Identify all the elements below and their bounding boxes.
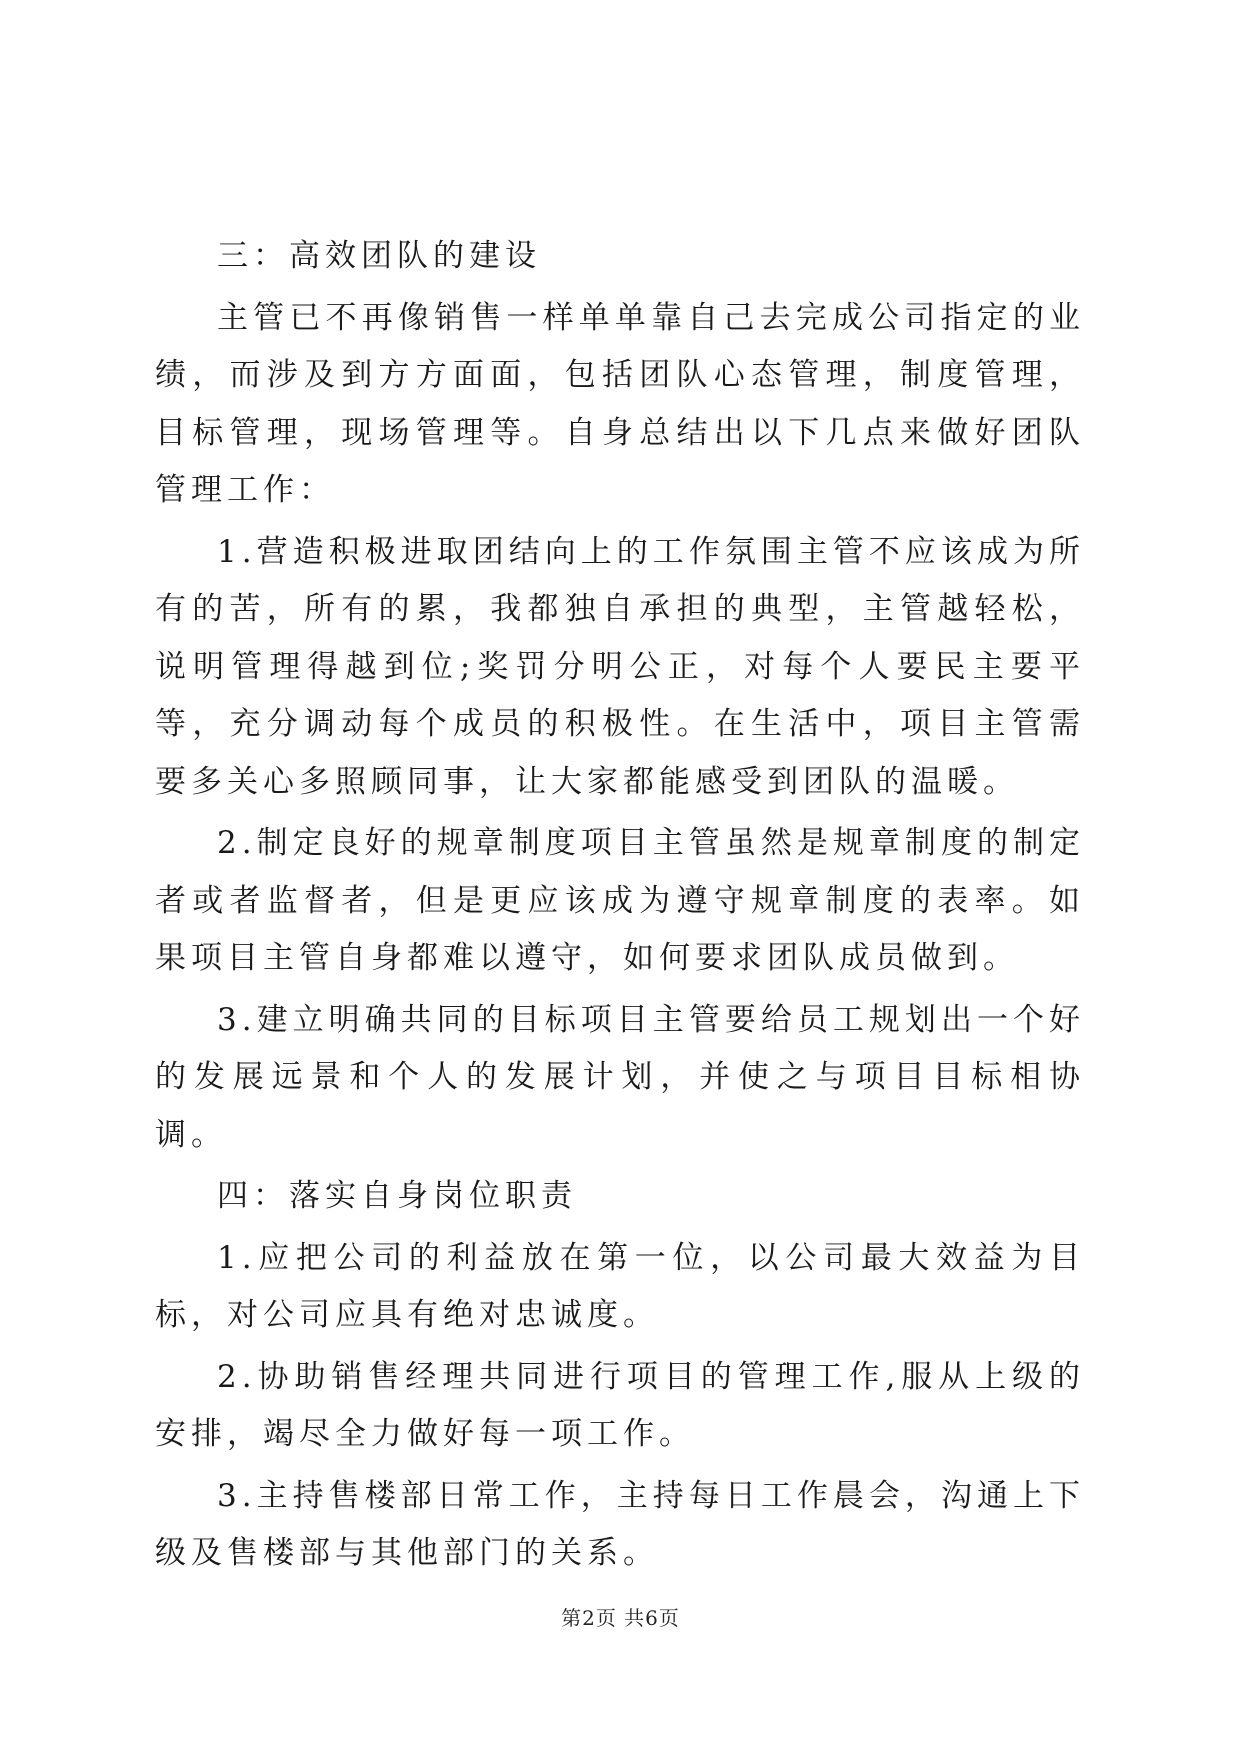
page-number-footer: 第2页 共6页 [561, 1606, 680, 1630]
section-heading-team-building: 三：高效团队的建设 [217, 238, 541, 274]
section-heading-duties: 四：落实自身岗位职责 [217, 1178, 577, 1214]
paragraph-supervisor-role: 主管已不再像销售一样单单靠自己去完成公司指定的业绩，而涉及到方方面面，包括团队心态管理，制度管理，目标管理，现场管理等。自身总结出以下几点来做好团队管理工作： [155, 299, 1085, 508]
paragraph-point-3-goals: 3.建立明确共同的目标项目主管要给员工规划出一个好的发展远景和个人的发展计划，并使之与项目目标相协调。 [155, 1001, 1085, 1153]
paragraph-duty-3: 3.主持售楼部日常工作，主持每日工作晨会，沟通上下级及售楼部与其他部门的关系。 [155, 1477, 1085, 1571]
paragraph-point-1-atmosphere: 1.营造积极进取团结向上的工作氛围主管不应该成为所有的苦，所有的累，我都独自承担的典型，主管越轻松，说明管理得越到位;奖罚分明公正，对每个人要民主要平等，充分调动每个成员的积极性。在生活中，项目主管需要多关心多照顾同事，让大家都能感受到团队的温暖。 [155, 533, 1085, 800]
paragraph-duty-1: 1.应把公司的利益放在第一位，以公司最大效益为目标，对公司应具有绝对忠诚度。 [155, 1239, 1085, 1333]
document-body [155, 228, 1085, 1587]
paragraph-duty-2: 2.协助销售经理共同进行项目的管理工作,服从上级的安排，竭尽全力做好每一项工作。 [155, 1358, 1085, 1452]
paragraph-point-2-rules: 2.制定良好的规章制度项目主管虽然是规章制度的制定者或者监督者，但是更应该成为遵守规章制度的表率。如果项目主管自身都难以遵守，如何要求团队成员做到。 [155, 825, 1085, 976]
